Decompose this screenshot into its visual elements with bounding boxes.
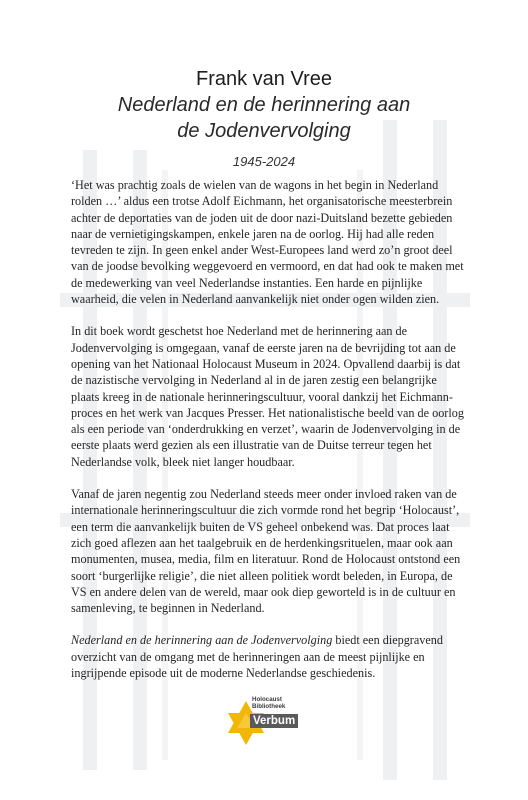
- book-title-line-1: Nederland en de herinnering aan: [117, 94, 411, 116]
- paragraph-2: In dit boek wordt geschetst hoe Nederland met de herinnering aan de Jodenvervolging is omgegaan, vanaf de eerste jaren na de bevrijding tot aan de opening van het Nationaal Holocaust Museum in 2024. Opvallend daarbij is dat de nazistische vervolging in Nederland al in de jaren zestig een belangrijke plaats kreeg in de nationale herinneringscultuur, vooral dankzij het Eichmann-proces en het werk van Jacques Presser. Het nationalistische beeld van de oorlog als een periode van ‘onderdrukking en verzet’, waarin de Jodenvervolging in de eerste plaats werd gezien als een illustratie van de Duitse terreur tegen het Nederlandse volk, bleek niet langer houdbaar.: [71, 324, 464, 469]
- paragraph-3: Vanaf de jaren negentig zou Nederland steeds meer onder invloed raken van de internationale herinneringscultuur die zich vormde rond het begrip ‘Holocaust’, een term die aanvankelijk buiten de VS geheel onbekend was. Dat proces laat zich goed aflezen aan het taalgebruik en de herdenkingsrituelen, maar ook aan monumenten, musea, media, film en literatuur. Rond de Holocaust ontstond een soort ‘burgerlijke religie’, die niet alleen politiek wordt beleden, in Europa, de VS en andere delen van de wereld, maar ook diep geworteld is in de cultuur en samenleving, te beginnen in Nederland.: [71, 487, 461, 616]
- logo-wordmark: Verbum: [250, 714, 298, 728]
- logo-label: [252, 697, 285, 710]
- publisher-logo: [226, 697, 304, 753]
- paragraph-1: ‘Het was prachtig zoals de wielen van de wagons in het begin in Nederland rolden …’ aldus een trotse Adolf Eichmann, het organisatorische meesterbrein achter de deportaties van de joden uit de door nazi-Duitsland bezette gebieden naar de vernietigingskampen, enkele jaren na de oorlog. Hij had alle reden tevreden te zijn. In geen enkel ander West-Europees land werd zo’n groot deel van de joodse bevolking weggevoerd en vermoord, en dat had ook te maken met de medewerking van veel Nederlandse instanties. Een harde en pijnlijke waarheid, die velen in Nederland aanvankelijk niet onder ogen wilden zien.: [71, 178, 464, 307]
- logo-label-line-2: Bibliotheek: [252, 702, 286, 710]
- paragraph-4: [71, 632, 467, 681]
- logo-label-line-1: Holocaust: [252, 696, 282, 703]
- book-title-line-2: de Jodenvervolging: [177, 120, 351, 142]
- title-block: [0, 66, 528, 169]
- author-name: Frank van Vree: [196, 68, 332, 90]
- paragraph-4-text: biedt een diepgravend overzicht van de omgang met de herinneringen aan de meest pijnlijke en ingrijpende episode uit de moderne Nederlandse geschiedenis.: [71, 633, 443, 681]
- paragraph-4-title: Nederland en de herinnering aan de Jodenvervolging: [71, 633, 333, 648]
- blurb-text: [71, 177, 467, 697]
- book-years: 1945-2024: [232, 154, 296, 169]
